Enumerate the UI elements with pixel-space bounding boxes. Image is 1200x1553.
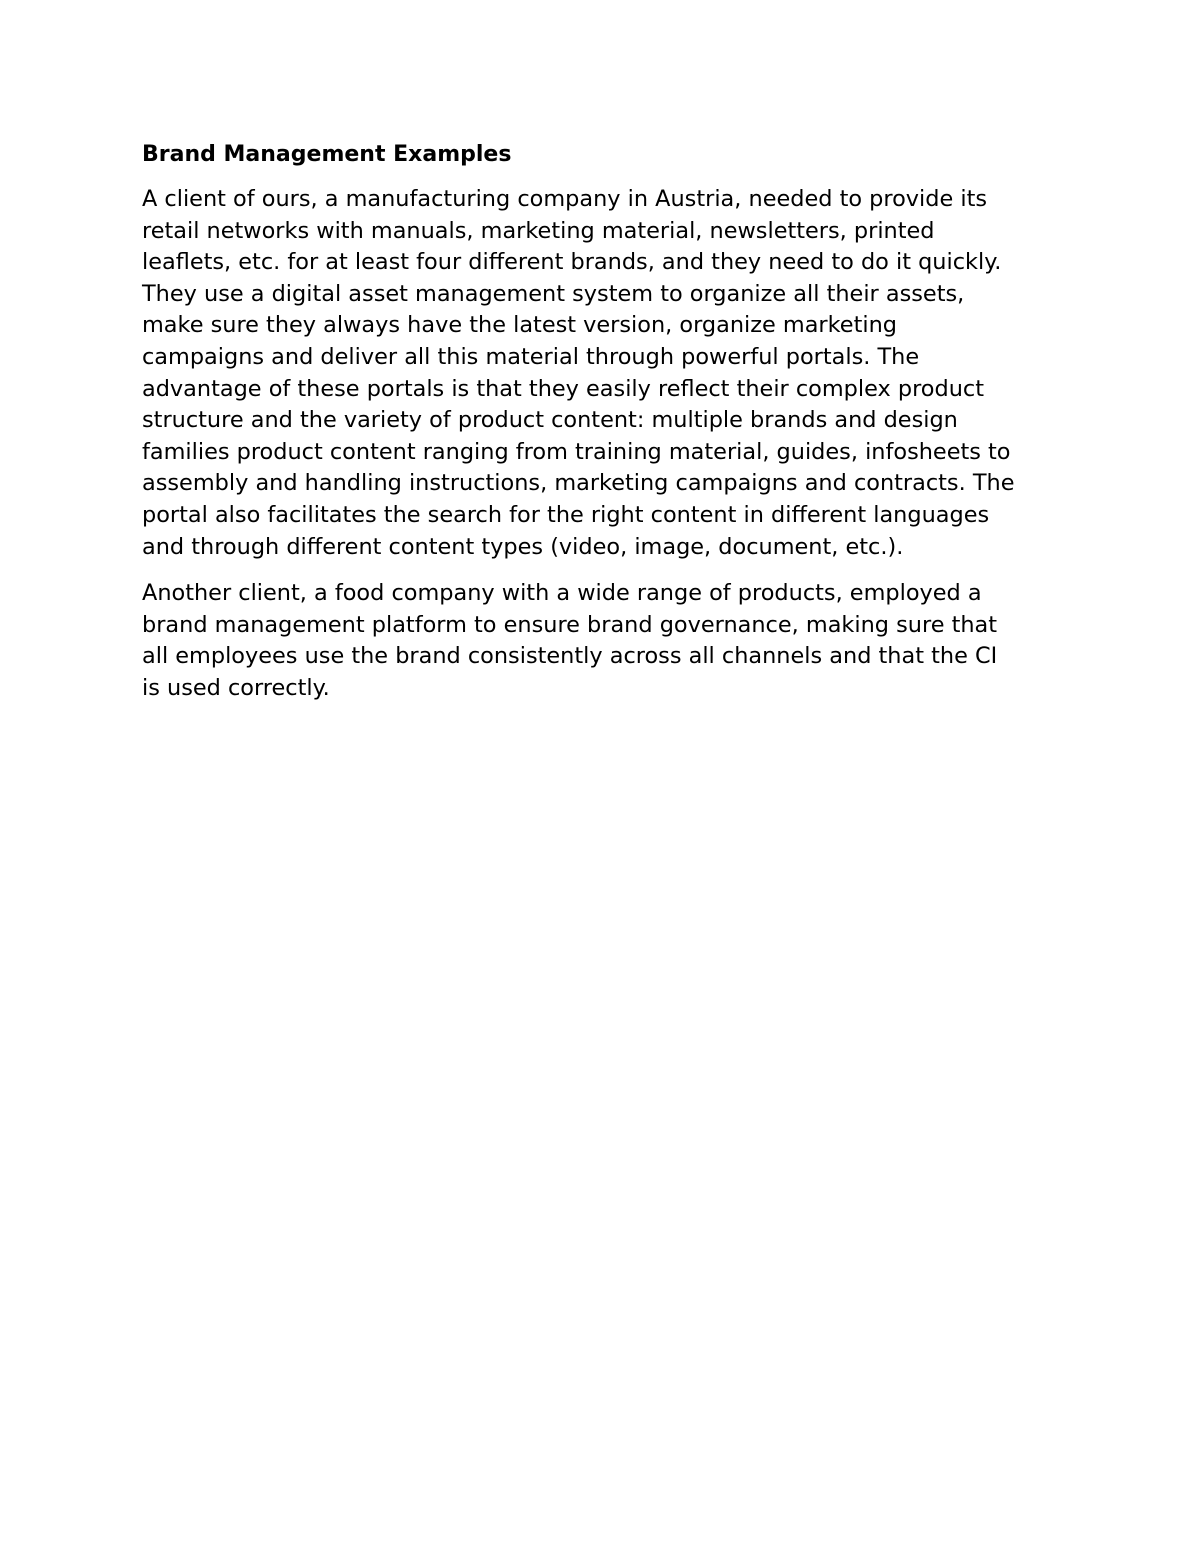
document-body — [142, 138, 1072, 720]
paragraph-line: brand management platform to ensure brand governance, making sure that — [142, 611, 998, 638]
paragraph-line: and through different content types (video, image, document, etc.). — [142, 533, 904, 560]
paragraph-line: retail networks with manuals, marketing material, newsletters, printed — [142, 217, 935, 244]
paragraph-line: assembly and handling instructions, marketing campaigns and contracts. The — [142, 470, 1015, 497]
paragraph-line: make sure they always have the latest version, organize marketing — [142, 312, 897, 339]
paragraph-line: They use a digital asset management system to organize all their assets, — [142, 280, 965, 307]
paragraph-manufacturing-client — [142, 184, 1072, 563]
document-title: Brand Management Examples — [142, 142, 512, 167]
paragraph-line: campaigns and deliver all this material through powerful portals. The — [142, 343, 920, 370]
paragraph-line: portal also facilitates the search for the right content in different languages — [142, 501, 990, 528]
paragraph-line: structure and the variety of product content: multiple brands and design — [142, 407, 958, 434]
paragraph-line: advantage of these portals is that they easily reflect their complex product — [142, 375, 984, 402]
paragraph-line: A client of ours, a manufacturing company in Austria, needed to provide its — [142, 186, 988, 212]
paragraph-line: families product content ranging from training material, guides, infosheets to — [142, 438, 1011, 465]
paragraph-line: Another client, a food company with a wide range of products, employed a — [142, 580, 982, 607]
paragraph-line: is used correctly. — [142, 674, 330, 701]
paragraph-food-client — [142, 578, 1072, 704]
paragraph-line: all employees use the brand consistently across all channels and that the CI — [142, 643, 998, 670]
paragraph-line: leaflets, etc. for at least four different brands, and they need to do it quickly. — [142, 249, 1002, 276]
